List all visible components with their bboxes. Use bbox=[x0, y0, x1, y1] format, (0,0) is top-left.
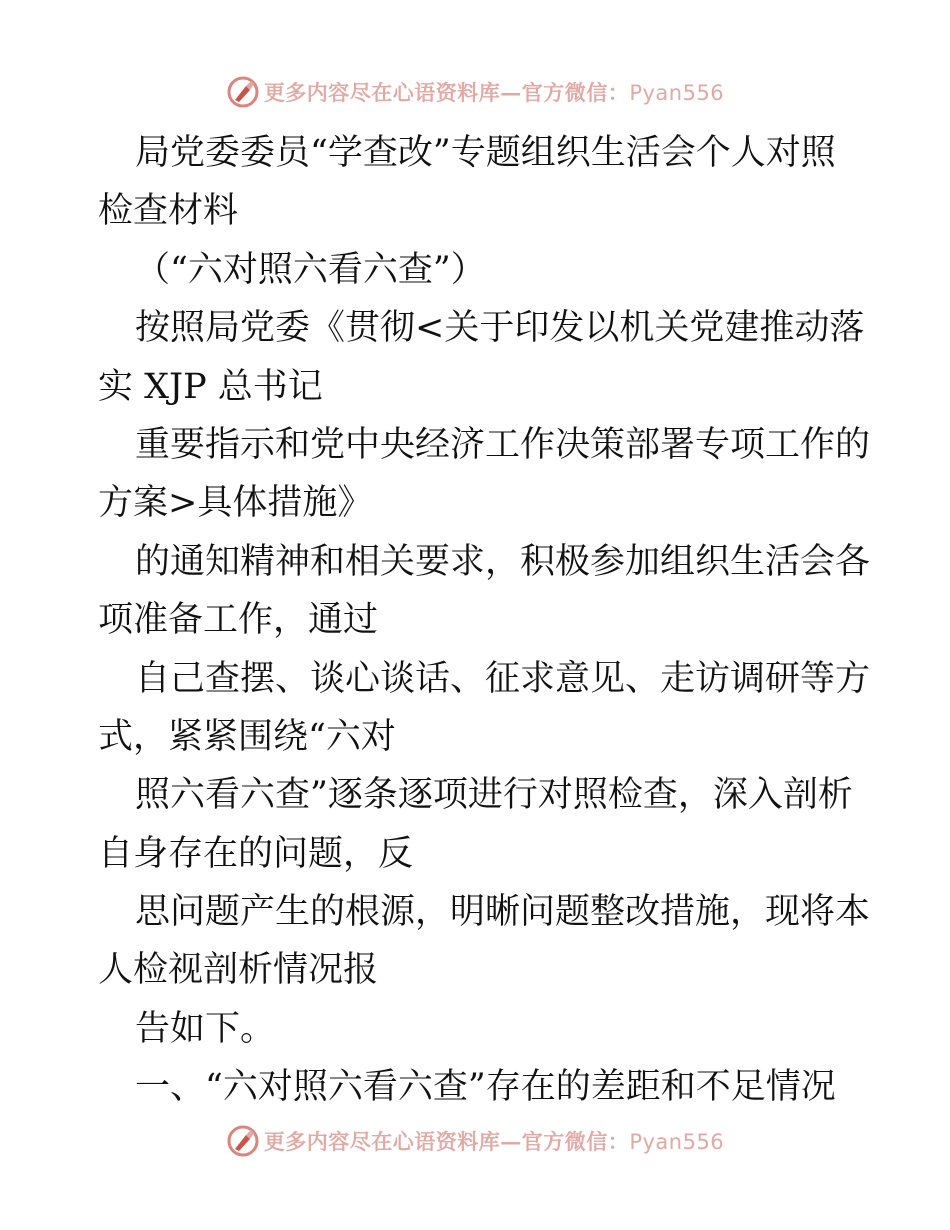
pen-nib-logo-icon bbox=[226, 1124, 260, 1158]
text-line: 按照局党委《贯彻<关于印发以机关党建推动落 bbox=[135, 308, 865, 349]
text-line: 一、“六对照六看六查”存在的差距和不足情况 bbox=[135, 1067, 836, 1108]
text-line: （“六对照六看六查”） bbox=[135, 249, 486, 290]
text-line: 局党委委员“学查改”专题组织生活会个人对照 bbox=[135, 133, 836, 173]
text-line: 人检视剖析情况报 bbox=[98, 950, 379, 991]
text-line: 思问题产生的根源，明晰问题整改措施，现将本 bbox=[135, 892, 871, 933]
footer-watermark bbox=[0, 1121, 950, 1161]
text-line: 实 XJP 总书记 bbox=[98, 366, 323, 407]
header-watermark bbox=[0, 72, 950, 112]
text-line: 自身存在的问题，反 bbox=[98, 833, 414, 874]
text-line: 项准备工作，通过 bbox=[98, 600, 379, 641]
text-line: 告如下。 bbox=[135, 1008, 276, 1049]
text-line: 检查材料 bbox=[98, 191, 239, 232]
text-line: 自己查摆、谈心谈话、征求意见、走访调研等方 bbox=[135, 658, 871, 699]
watermark-text: 更多内容尽在心语资料库—官方微信：Pyan556 bbox=[263, 80, 725, 105]
wechat-id: Pyan556 bbox=[629, 1130, 725, 1154]
text-line: 照六看六查”逐条逐项进行对照检查，深入剖析 bbox=[135, 775, 853, 816]
text-line: 方案>具体措施》 bbox=[98, 483, 373, 524]
pen-nib-logo-icon bbox=[226, 75, 260, 109]
text-line: 重要指示和党中央经济工作决策部署专项工作的 bbox=[135, 424, 871, 465]
text-line: 式，紧紧围绕“六对 bbox=[98, 716, 396, 757]
watermark-text: 更多内容尽在心语资料库—官方微信：Pyan556 bbox=[263, 1129, 725, 1154]
document-body bbox=[98, 124, 871, 1117]
wechat-id: Pyan556 bbox=[629, 81, 725, 105]
text-line: 的通知精神和相关要求，积极参加组织生活会各 bbox=[135, 541, 871, 582]
